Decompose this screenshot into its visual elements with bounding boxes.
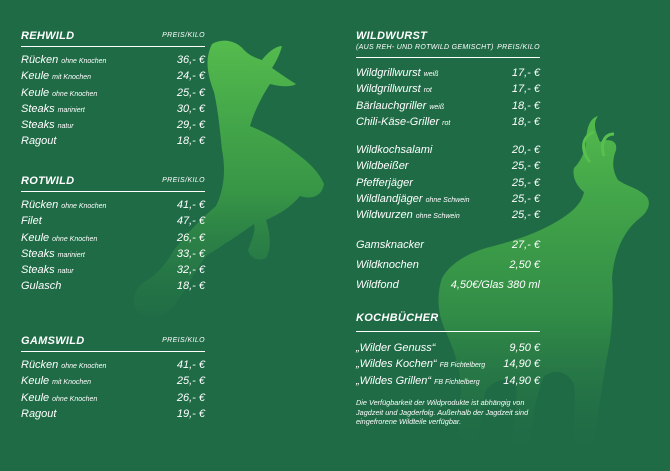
- item-name: [356, 193, 470, 205]
- item-list: [356, 65, 540, 130]
- section-kochbuecher: [356, 312, 540, 389]
- item-price: 18,- €: [176, 280, 205, 293]
- item-name: [21, 392, 97, 404]
- item-note: ohne Schwein: [425, 197, 470, 205]
- item-name: [356, 144, 432, 156]
- item-name: [21, 280, 61, 292]
- item-note: mit Knochen: [52, 74, 92, 82]
- item-note: natur: [57, 268, 74, 276]
- item-label: Chili-Käse-Griller: [356, 115, 440, 128]
- item-list: [356, 340, 540, 389]
- item-label: Keule: [21, 231, 50, 244]
- item-price: 47,- €: [176, 215, 205, 228]
- section-header: [356, 312, 540, 324]
- divider: [356, 57, 540, 58]
- item-label: Steaks: [21, 247, 55, 260]
- item-price: 17,- €: [511, 67, 540, 79]
- left-price-column: [21, 30, 205, 420]
- item-name: [21, 199, 106, 211]
- item-price: 41,- €: [176, 359, 205, 371]
- item-label: Gulasch: [21, 280, 62, 293]
- item-price: 25,- €: [511, 193, 540, 206]
- item-price: 26,- €: [176, 391, 205, 404]
- item-price: 24,- €: [176, 70, 205, 83]
- item-list: [356, 142, 540, 223]
- item-note: ohne Knochen: [52, 90, 98, 98]
- divider: [356, 331, 540, 332]
- item-label: Gamsknacker: [356, 238, 424, 251]
- price-row: [21, 52, 205, 68]
- price-row: [21, 390, 205, 406]
- price-row: [21, 101, 205, 117]
- section-unit: PREIS/KILO: [497, 44, 540, 51]
- item-name: [356, 116, 450, 128]
- section-title-gamswild: GAMSWILD: [21, 335, 85, 347]
- price-row: [21, 197, 205, 213]
- item-name: [356, 100, 444, 112]
- price-row: [356, 340, 540, 356]
- availability-footnote: Die Verfügbarkeit der Wildprodukte ist abhängig von Jagdzeit und Jagderfolg. Außerhalb der Jagdzeit sind eingefrorene Wildteile verfügbar.: [356, 398, 529, 427]
- item-label: Keule: [21, 391, 50, 404]
- item-label: Wildgrillwurst: [356, 67, 421, 79]
- item-note: mariniert: [57, 106, 85, 114]
- item-price: 17,- €: [511, 83, 540, 96]
- item-name: [356, 160, 408, 172]
- item-label: Rücken: [21, 359, 59, 371]
- item-price: 25,- €: [176, 86, 205, 99]
- section-subheader: [356, 44, 540, 53]
- item-label: Steaks: [21, 264, 55, 277]
- section-rehwild: [21, 30, 205, 150]
- section-title-wildwurst: WILDWURST: [356, 30, 428, 42]
- item-label: Bärlauchgriller: [356, 99, 427, 112]
- price-row: [356, 98, 540, 114]
- section-header: [21, 335, 205, 347]
- divider: [21, 351, 205, 352]
- item-label: Wildfond: [356, 278, 399, 291]
- item-label: Rücken: [21, 199, 59, 211]
- item-name: [356, 375, 480, 387]
- item-label: „Wildes Grillen“: [356, 374, 432, 387]
- item-name: [21, 375, 91, 387]
- price-row: [21, 246, 205, 262]
- item-label: Ragout: [21, 135, 57, 148]
- item-note: ohne Knochen: [52, 235, 98, 243]
- item-label: Wildlandjäger: [356, 193, 423, 206]
- price-row: [356, 175, 540, 191]
- item-label: Keule: [21, 86, 50, 99]
- price-row: [21, 117, 205, 133]
- price-row: [21, 230, 205, 246]
- item-name: [21, 87, 97, 99]
- item-list: [356, 237, 540, 297]
- item-name: [21, 408, 56, 420]
- item-label: Wildgrillwurst: [356, 83, 421, 96]
- item-note: mit Knochen: [52, 379, 92, 387]
- item-note: rot: [442, 119, 451, 127]
- divider: [21, 46, 205, 47]
- price-row: [356, 277, 540, 297]
- price-row: [356, 373, 540, 389]
- price-row: [356, 142, 540, 158]
- item-label: Keule: [21, 375, 50, 388]
- item-label: Steaks: [21, 102, 55, 115]
- item-label: Filet: [21, 215, 42, 228]
- right-price-column: [356, 30, 540, 387]
- item-note: natur: [57, 123, 74, 131]
- item-price: 29,- €: [176, 119, 205, 132]
- section-unit: PREIS/KILO: [162, 337, 205, 344]
- item-note: weiß: [423, 71, 439, 78]
- item-note: ohne Knochen: [52, 395, 98, 403]
- item-note: FB Fichtelberg: [439, 362, 486, 370]
- item-price: 18,- €: [511, 115, 540, 128]
- section-rotwild: [21, 175, 205, 295]
- price-row: [21, 68, 205, 84]
- group-spacer: [356, 130, 540, 142]
- price-row: [21, 213, 205, 229]
- item-note: rot: [423, 87, 432, 95]
- item-label: Wildknochen: [356, 258, 419, 271]
- item-note: ohne Knochen: [61, 363, 107, 370]
- item-price: 25,- €: [176, 375, 205, 388]
- price-row: [356, 81, 540, 97]
- section-unit: PREIS/KILO: [162, 32, 205, 39]
- item-note: FB Fichtelberg: [434, 378, 480, 386]
- item-label: Pfefferjäger: [356, 176, 413, 189]
- item-label: Rücken: [21, 54, 59, 66]
- divider: [21, 191, 205, 192]
- item-note: weiß: [429, 103, 445, 111]
- price-row: [356, 257, 540, 277]
- item-price: 14,90 €: [503, 374, 540, 387]
- item-price: 18,- €: [511, 99, 540, 112]
- section-header: [21, 175, 205, 187]
- section-subtitle: (AUS REH- UND ROTWILD GEMISCHT): [356, 44, 494, 51]
- item-label: Ragout: [21, 407, 57, 420]
- item-name: [21, 359, 106, 371]
- item-price: 25,- €: [511, 176, 540, 189]
- item-label: Keule: [21, 70, 50, 83]
- item-label: „Wildes Kochen“: [356, 358, 437, 371]
- item-name: [356, 83, 432, 95]
- item-note: ohne Knochen: [61, 58, 107, 65]
- section-title-rotwild: ROTWILD: [21, 175, 75, 187]
- price-row: [21, 278, 205, 294]
- price-row: [356, 158, 540, 174]
- item-price: 25,- €: [511, 209, 540, 222]
- section-header: [21, 30, 205, 42]
- item-name: [21, 135, 56, 147]
- item-price: 32,- €: [176, 264, 205, 277]
- item-list: [21, 357, 205, 422]
- section-wildwurst: [356, 30, 540, 297]
- item-name: [21, 248, 85, 260]
- price-row: [21, 357, 205, 373]
- section-title-kochbuecher: KOCHBÜCHER: [356, 312, 439, 324]
- item-price: 18,- €: [176, 135, 205, 148]
- item-price: 33,- €: [176, 247, 205, 260]
- item-price: 14,90 €: [503, 358, 540, 371]
- item-price: 36,- €: [176, 54, 205, 66]
- price-row: [356, 191, 540, 207]
- price-row: [356, 356, 540, 372]
- item-name: [21, 215, 42, 227]
- item-label: Wildwurzen: [356, 209, 413, 222]
- item-name: [356, 358, 485, 370]
- item-price: 2,50 €: [509, 258, 540, 271]
- item-price: 30,- €: [176, 102, 205, 115]
- item-price: 20,- €: [511, 144, 540, 157]
- item-name: [356, 342, 435, 354]
- item-label: Wildkochsalami: [356, 144, 433, 157]
- item-price: 9,50 €: [509, 342, 540, 354]
- price-row: [21, 262, 205, 278]
- item-name: [21, 70, 91, 82]
- item-note: ohne Schwein: [415, 213, 460, 221]
- item-list: [21, 52, 205, 150]
- price-row: [21, 406, 205, 422]
- item-label: Steaks: [21, 119, 55, 132]
- item-note: mariniert: [57, 251, 85, 259]
- item-price: 4,50€/Glas 380 ml: [450, 278, 540, 291]
- item-note: ohne Knochen: [61, 203, 107, 210]
- section-title-rehwild: REHWILD: [21, 30, 75, 42]
- group-spacer: [356, 224, 540, 237]
- section-header: [356, 30, 540, 42]
- item-name: [356, 259, 419, 271]
- section-gamswild: [21, 335, 205, 422]
- item-price: 19,- €: [176, 407, 205, 420]
- item-name: [356, 67, 438, 79]
- item-label: „Wilder Genuss“: [356, 342, 436, 354]
- item-name: [21, 54, 106, 66]
- item-price: 25,- €: [511, 160, 540, 173]
- price-row: [21, 133, 205, 149]
- item-label: Wildbeißer: [356, 160, 409, 173]
- item-name: [21, 232, 97, 244]
- item-list: [21, 197, 205, 295]
- item-name: [356, 209, 460, 221]
- item-name: [356, 177, 413, 189]
- item-price: 27,- €: [511, 238, 540, 251]
- item-price: 26,- €: [176, 231, 205, 244]
- item-price: 41,- €: [176, 199, 205, 211]
- item-name: [21, 264, 74, 276]
- item-name: [21, 119, 74, 131]
- price-row: [356, 65, 540, 81]
- item-name: [21, 103, 85, 115]
- price-row: [21, 373, 205, 389]
- price-row: [21, 85, 205, 101]
- item-name: [356, 239, 424, 251]
- item-name: [356, 279, 399, 291]
- price-row: [356, 237, 540, 257]
- price-row: [356, 114, 540, 130]
- section-unit: PREIS/KILO: [162, 177, 205, 184]
- price-row: [356, 207, 540, 223]
